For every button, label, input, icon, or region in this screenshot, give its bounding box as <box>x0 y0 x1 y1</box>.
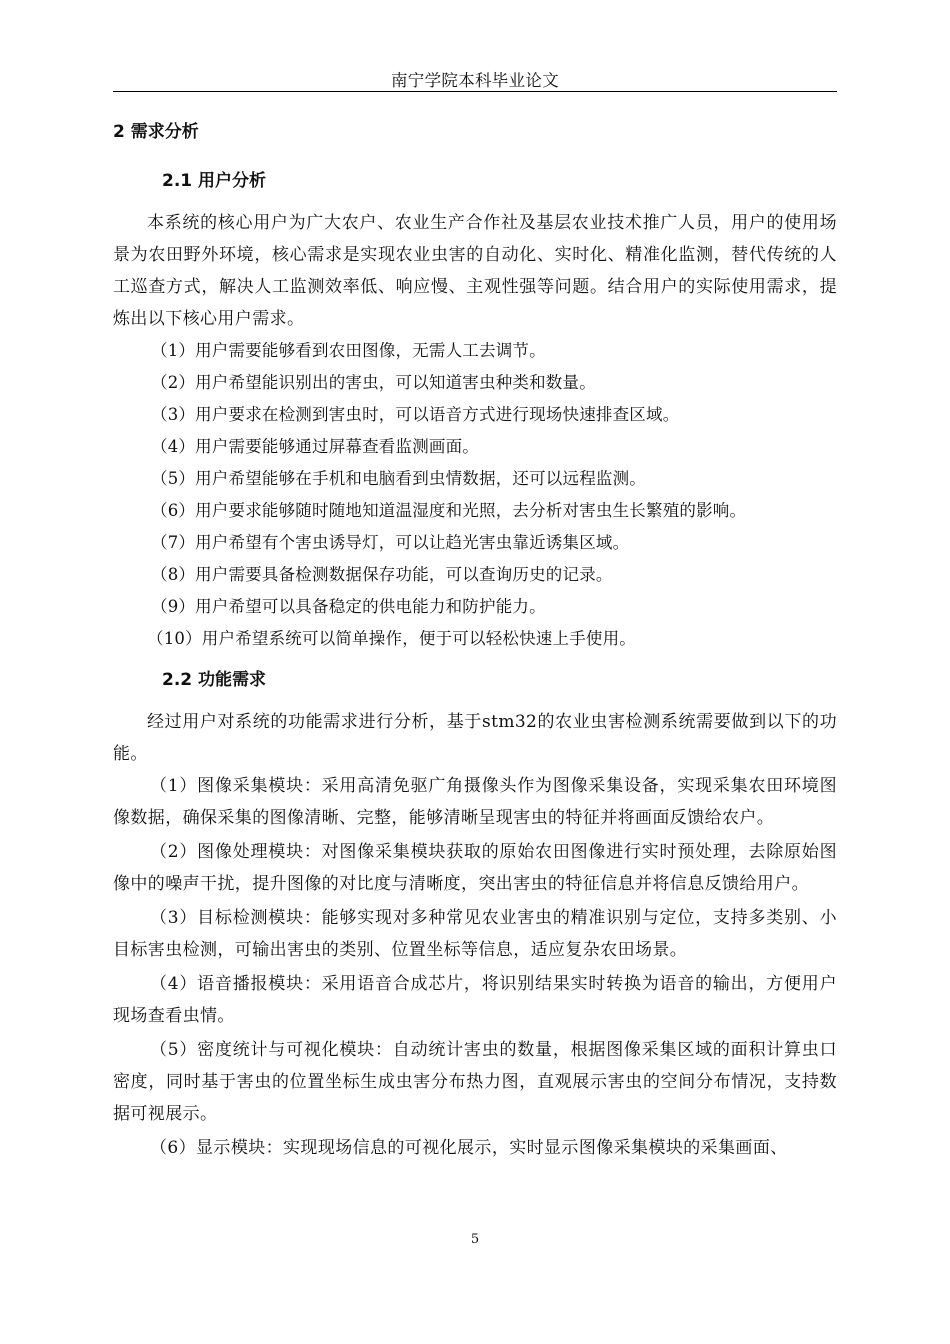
subsection-heading-functional-requirements: 2.2 功能需求 <box>162 670 267 690</box>
list-item: （1）用户需要能够看到农田图像，无需人工去调节。 <box>151 341 546 360</box>
list-item: （3）目标检测模块：能够实现对多种常见农业害虫的精准识别与定位，支持多类别、小目标害虫检测，可输出害虫的类别、位置坐标等信息，适应复杂农田场景。 <box>113 908 837 960</box>
functional-requirements-intro: 经过用户对系统的功能需求进行分析，基于stm32的农业虫害检测系统需要做到以下的功能。 <box>113 712 837 764</box>
page-body <box>113 108 837 1166</box>
functional-requirements-list <box>113 770 837 1164</box>
list-item: （3）用户要求在检测到害虫时，可以语音方式进行现场快速排查区域。 <box>151 405 680 424</box>
list-item: （6）用户要求能够随时随地知道温湿度和光照，去分析对害虫生长繁殖的影响。 <box>151 501 747 520</box>
section-heading: 2 需求分析 <box>113 122 199 142</box>
list-item: （7）用户希望有个害虫诱导灯，可以让趋光害虫靠近诱集区域。 <box>151 533 630 552</box>
header-divider <box>113 91 837 92</box>
list-item: （4）用户需要能够通过屏幕查看监测画面。 <box>151 437 479 456</box>
page-number: 5 <box>470 1232 480 1247</box>
list-item: （5）密度统计与可视化模块：自动统计害虫的数量，根据图像采集区域的面积计算虫口密度，同时基于害虫的位置坐标生成虫害分布热力图，直观展示害虫的空间分布情况，支持数据可视展示。 <box>113 1040 837 1124</box>
list-item: （4）语音播报模块：采用语音合成芯片，将识别结果实时转换为语音的输出，方便用户现场查看虫情。 <box>113 974 837 1026</box>
list-item: （8）用户需要具备检测数据保存功能，可以查询历史的记录。 <box>151 565 613 584</box>
user-requirements-list <box>113 335 837 655</box>
list-item: （9）用户希望可以具备稳定的供电能力和防护能力。 <box>151 597 546 616</box>
subsection-heading-user-analysis: 2.1 用户分析 <box>162 171 267 191</box>
user-analysis-intro: 本系统的核心用户为广大农户、农业生产合作社及基层农业技术推广人员，用户的使用场景为农田野外环境，核心需求是实现农业虫害的自动化、实时化、精准化监测，替代传统的人工巡查方式，解决人工监测效率低、响应慢、主观性强等问题。结合用户的实际使用需求，提炼出以下核心用户需求。 <box>113 213 837 329</box>
page-header-title: 南宁学院本科毕业论文 <box>391 71 559 90</box>
list-item: （10）用户希望系统可以简单操作，便于可以轻松快速上手使用。 <box>147 629 636 648</box>
list-item: （2）图像处理模块：对图像采集模块获取的原始农田图像进行实时预处理，去除原始图像中的噪声干扰，提升图像的对比度与清晰度，突出害虫的特征信息并将信息反馈给用户。 <box>113 842 837 894</box>
list-item: （2）用户希望能识别出的害虫，可以知道害虫种类和数量。 <box>151 373 596 392</box>
list-item: （6）显示模块：实现现场信息的可视化展示，实时显示图像采集模块的采集画面、 <box>150 1138 788 1158</box>
list-item: （1）图像采集模块：采用高清免驱广角摄像头作为图像采集设备，实现采集农田环境图像数据，确保采集的图像清晰、完整，能够清晰呈现害虫的特征并将画面反馈给农户。 <box>113 776 837 828</box>
list-item: （5）用户希望能够在手机和电脑看到虫情数据，还可以远程监测。 <box>151 469 646 488</box>
